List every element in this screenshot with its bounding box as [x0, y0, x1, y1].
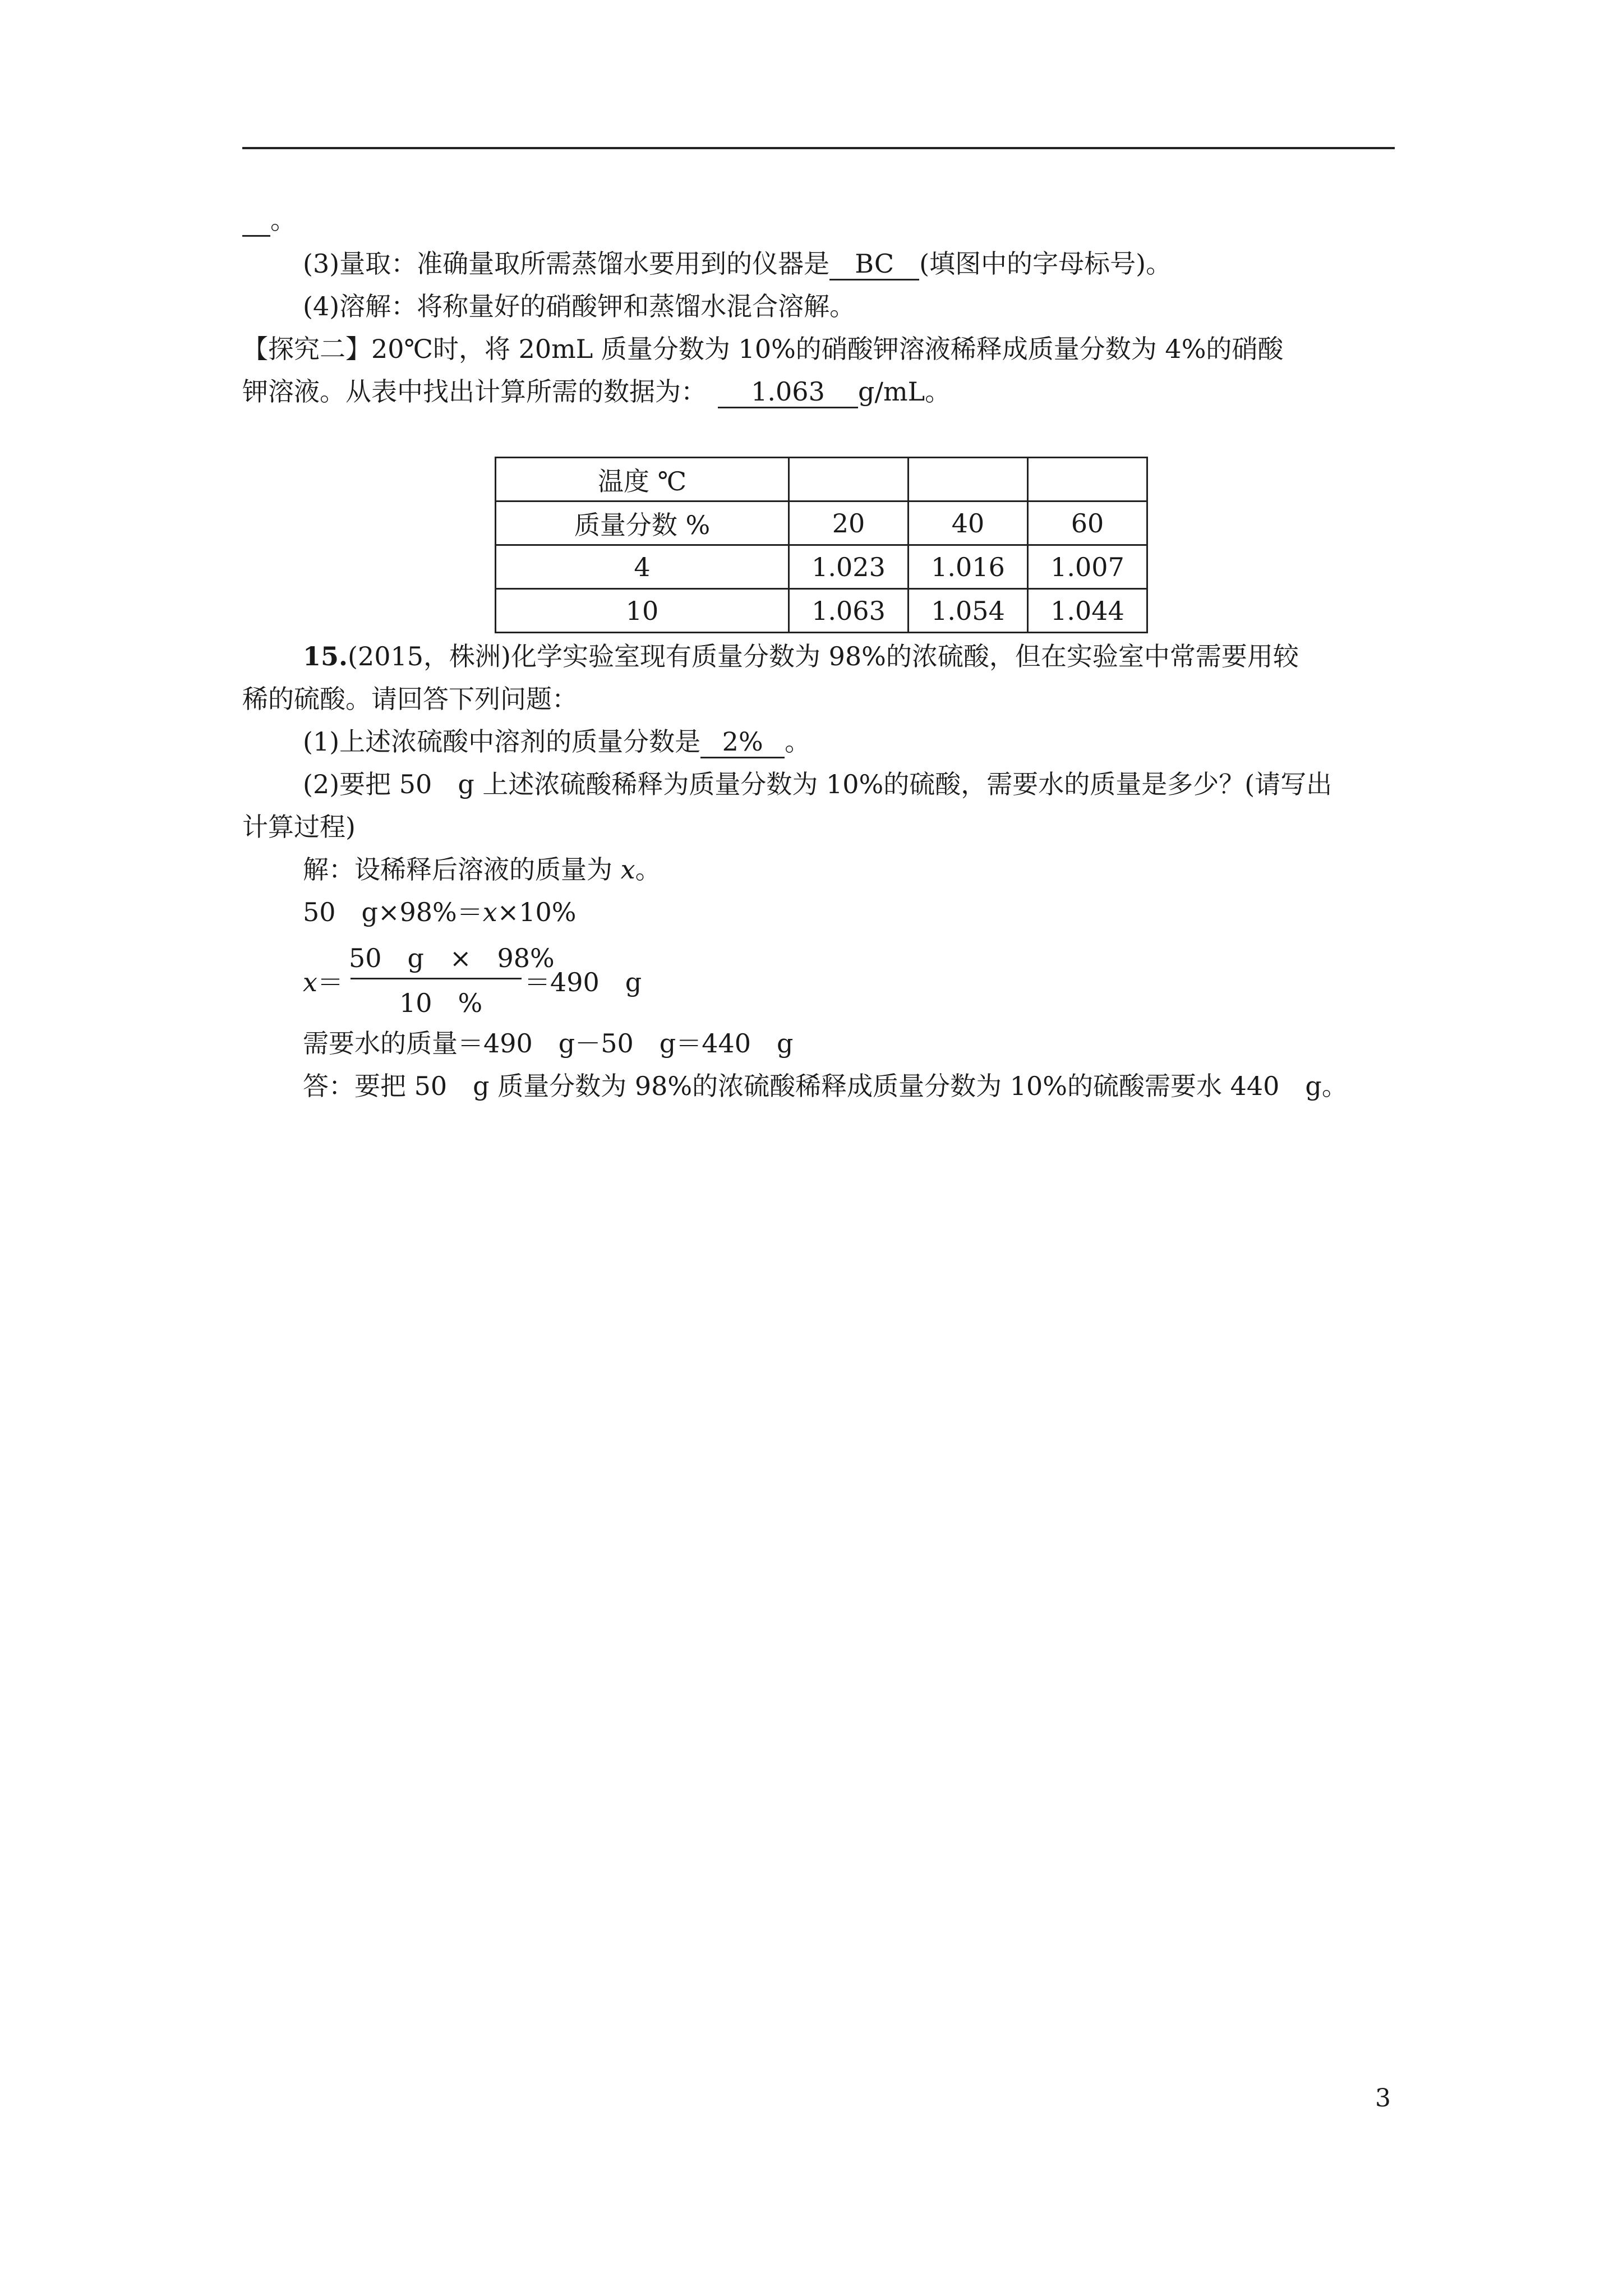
table-cell — [909, 458, 1028, 501]
table-cell — [789, 458, 909, 501]
table-cell: 60 — [1028, 501, 1147, 545]
table-row — [496, 545, 1147, 589]
table-cell: 10 — [496, 589, 789, 633]
density-table — [495, 457, 1148, 633]
fraction-numerator: 50 g × 98% — [349, 943, 555, 973]
line-continuation: 。 — [242, 203, 296, 237]
line-explore-2: 【探究二】20℃时，将 20mL 质量分数为 10%的硝酸钾溶液稀释成质量分数为 4%的硝酸 — [242, 334, 1284, 364]
table-cell: 20 — [789, 501, 909, 545]
table-cell: 1.007 — [1028, 545, 1147, 589]
table-cell: 1.063 — [789, 589, 909, 633]
q15-part2-line2: 计算过程) — [242, 812, 356, 842]
solution-line4: 需要水的质量＝490 g－50 g＝440 g — [303, 1028, 794, 1059]
answer-blank: BC — [829, 249, 919, 280]
table-cell: 4 — [496, 545, 789, 589]
table-row — [496, 589, 1147, 633]
table-cell — [1028, 458, 1147, 501]
fraction-bar — [351, 978, 522, 979]
question-number: 15. — [303, 641, 348, 671]
solution-line2: 50 g×98%＝x×10% — [303, 897, 577, 927]
table-cell: 40 — [909, 501, 1028, 545]
table-cell: 质量分数 % — [496, 501, 789, 545]
page-number: 3 — [1375, 2084, 1391, 2113]
table-row — [496, 501, 1147, 545]
line-explore-2-cont: 钾溶液。从表中找出计算所需的数据为： 1.063 g/mL。 — [242, 375, 951, 408]
fraction-denominator: 10 % — [399, 988, 483, 1018]
q15-part1: (1)上述浓硫酸中溶剂的质量分数是 2% 。 — [303, 725, 810, 758]
q15-line1: 15.(2015，株洲)化学实验室现有质量分数为 98%的浓硫酸，但在实验室中常需要用较 — [303, 641, 1299, 671]
answer-blank — [242, 205, 270, 237]
answer-blank: 1.063 — [718, 376, 858, 408]
table-row — [496, 458, 1147, 501]
table-cell: 1.054 — [909, 589, 1028, 633]
solution-line1: 解：设稀释后溶液的质量为 x。 — [303, 854, 661, 885]
answer-blank: 2% — [700, 726, 785, 758]
line-step-4: (4)溶解：将称量好的硝酸钾和蒸馏水混合溶解。 — [303, 291, 856, 321]
fraction-lhs: x＝ — [303, 967, 343, 997]
table-cell: 1.044 — [1028, 589, 1147, 633]
q15-part2-line1: (2)要把 50 g 上述浓硫酸稀释为质量分数为 10%的硫酸，需要水的质量是多少？(请写出 — [303, 769, 1332, 799]
line-step-3: (3)量取：准确量取所需蒸馏水要用到的仪器是 BC (填图中的字母标号)。 — [303, 247, 1172, 280]
header-rule — [242, 147, 1395, 149]
fraction-result: ＝490 g — [524, 967, 642, 997]
table-cell: 温度 ℃ — [496, 458, 789, 501]
q15-line2: 稀的硫酸。请回答下列问题： — [242, 684, 578, 714]
table-cell: 1.023 — [789, 545, 909, 589]
answer-line: 答：要把 50 g 质量分数为 98%的浓硫酸稀释成质量分数为 10%的硫酸需要水 440 g。 — [303, 1071, 1348, 1101]
table-cell: 1.016 — [909, 545, 1028, 589]
